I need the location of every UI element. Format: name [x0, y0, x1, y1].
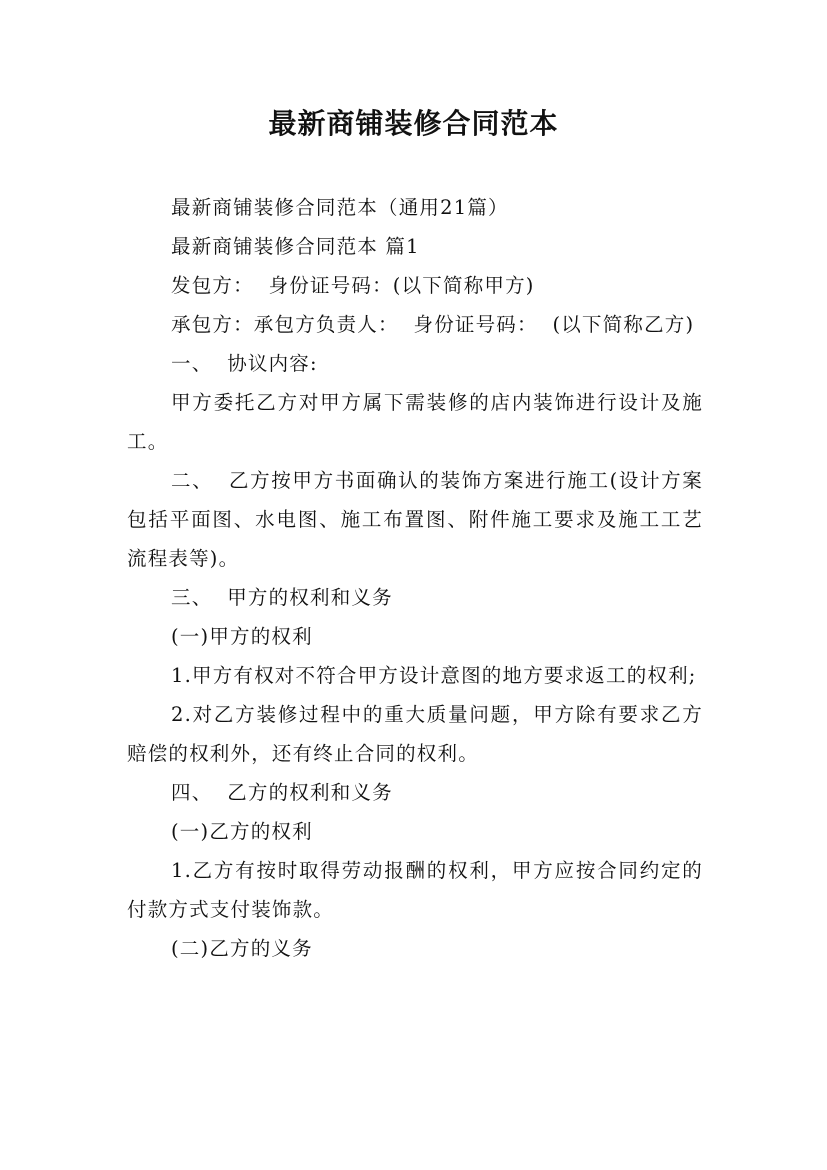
paragraph-party-a: 发包方： 身份证号码：(以下简称甲方): [171, 274, 535, 297]
document-body: [127, 188, 703, 968]
paragraph-clause-4-item-1: 1.乙方有按时取得劳动报酬的权利，甲方应按合同约定的付款方式支付装饰款。: [127, 859, 703, 921]
paragraph-clause-3-item-2: 2.对乙方装修过程中的重大质量问题，甲方除有要求乙方赔偿的权利外，还有终止合同的权利。: [127, 703, 703, 765]
paragraph-clause-1-body: 甲方委托乙方对甲方属下需装修的店内装饰进行设计及施工。: [127, 391, 703, 453]
paragraph-clause-2: 二、 乙方按甲方书面确认的装饰方案进行施工(设计方案包括平面图、水电图、施工布置图、附件施工要求及施工工艺流程表等)。: [127, 469, 703, 570]
page-title: 最新商铺装修合同范本: [268, 107, 559, 140]
paragraph-clause-3-sub-1: (一)甲方的权利: [171, 625, 313, 648]
paragraph-subtitle: 最新商铺装修合同范本（通用21篇）: [171, 196, 509, 219]
paragraph-clause-1-heading: 一、 协议内容:: [171, 352, 318, 375]
paragraph-section-heading: 最新商铺装修合同范本 篇1: [171, 235, 420, 258]
paragraph-clause-3-heading: 三、 甲方的权利和义务: [171, 586, 393, 609]
paragraph-clause-4-heading: 四、 乙方的权利和义务: [171, 781, 393, 804]
paragraph-clause-3-item-1: 1.甲方有权对不符合甲方设计意图的地方要求返工的权利;: [171, 664, 697, 687]
paragraph-clause-4-sub-2: (二)乙方的义务: [171, 937, 313, 960]
paragraph-clause-4-sub-1: (一)乙方的权利: [171, 820, 313, 843]
paragraph-party-b: 承包方：承包方负责人： 身份证号码： (以下简称乙方): [171, 313, 695, 336]
